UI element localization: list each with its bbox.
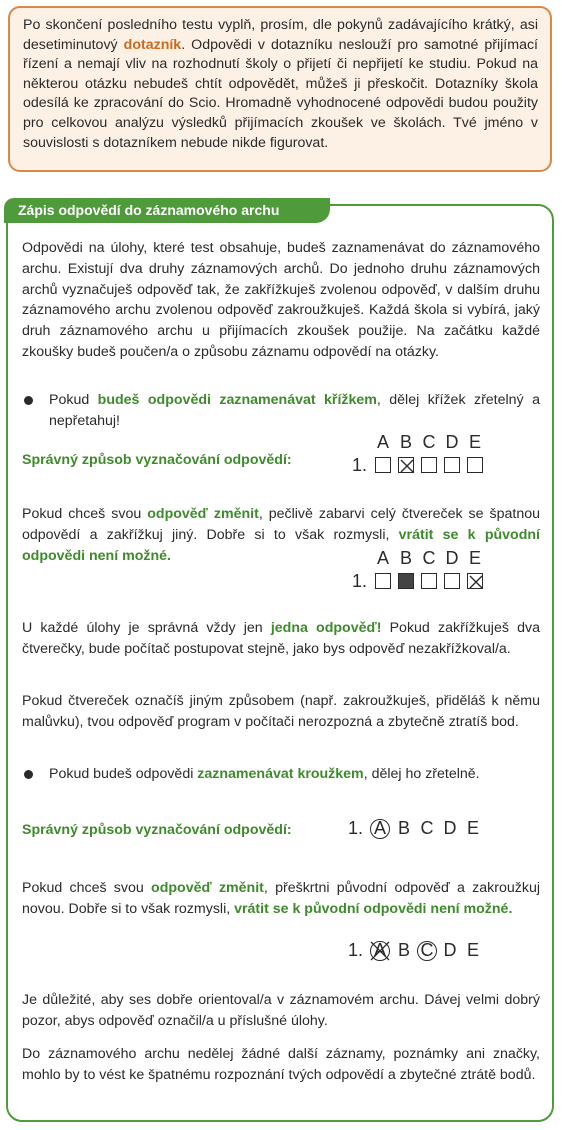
- row-number: 1.: [352, 455, 368, 475]
- change-text-mid: , pečlivě zabarvi celý čtvereček se špatnou odpovědí a zakřížkuj jiný. Dobře si to však rozmysli,: [22, 506, 540, 543]
- letter-c: C: [422, 548, 436, 568]
- important-paragraph: Je důležité, aby ses dobře orientoval/a v záznamovém archu. Dávej velmi dobrý pozor, abys odpověď označil/a u příslušné úlohy.: [22, 992, 540, 1029]
- questionnaire-note: [8, 6, 552, 172]
- letter-e: E: [468, 432, 481, 452]
- letter-b: B: [399, 548, 412, 568]
- change-highlight: odpověď změnit: [147, 506, 259, 522]
- row-number: 1.: [348, 818, 364, 838]
- letter-c: C: [420, 818, 434, 838]
- example-circle-change-row: [348, 940, 502, 964]
- answer-box-c: [421, 573, 437, 589]
- bullet-text-pre: Pokud budeš odpovědi: [49, 766, 198, 782]
- answer-box-c: [421, 457, 437, 473]
- letter-a: A: [376, 432, 389, 452]
- one-text-post: Pokud zakřížkuješ dva čtverečky, bude počítač postupovat stejně, jako bys odpověď nezakřížkoval/a.: [22, 620, 540, 657]
- bullet-cross: [22, 390, 540, 432]
- answer-box-a: [375, 573, 391, 589]
- answer-box-b-crossed: [398, 457, 414, 473]
- row-number: 1.: [352, 571, 368, 591]
- letter-d: D: [443, 940, 457, 960]
- example-grid-change-cross: [352, 548, 502, 596]
- section-title: Zápis odpovědí do záznamového archu: [4, 198, 330, 223]
- bullet-text-post: , dělej křížek zřetelný a nepřetahuj!: [49, 392, 540, 429]
- example-circle-row: [348, 818, 502, 842]
- change-text-pre: Pokud chceš svou: [22, 880, 152, 896]
- letter-c-circled: C: [420, 940, 434, 960]
- letter-b: B: [397, 818, 410, 838]
- intro-text-2: . Odpovědi v dotazníku neslouží pro samotné přijímací řízení a nemají vliv na rozhodnutí školy o přijetí či nepřijetí ke studiu. Pokud na některou otázku nebudeš chtít odpovědět, můžeš ji přeskočit. Dotazníky škola odesílá ke zpracování do Scio. Hromadně vyhodnocené odpovědi budou použity pro celkovou analýzu výsledků přijímacích zkoušek ve školách. Tvé jméno v souvislosti s dotazníkem nebude nikde figurovat.: [23, 36, 538, 151]
- answer-box-e-crossed: [467, 573, 483, 589]
- change-answer-circle: [22, 878, 540, 920]
- one-answer-highlight: jedna odpověď!: [270, 620, 382, 636]
- letter-d: D: [445, 432, 459, 452]
- no-notes-paragraph: Do záznamového archu nedělej žádné další záznamy, poznámky ani značky, mohlo by to vést ke špatnému rozpoznání tvých odpovědí a zbytečné ztrátě bodů.: [22, 1046, 540, 1083]
- example-grid-cross: [352, 432, 502, 480]
- bullet-icon: [24, 770, 33, 779]
- correct-label-cross: Správný způsob vyznačování odpovědí:: [22, 452, 292, 468]
- letter-c: C: [422, 432, 436, 452]
- bullet-text-pre: Pokud: [49, 392, 98, 408]
- no-return-highlight: vrátit se k původní odpovědi není možné.: [22, 526, 540, 564]
- change-text-mid: , přeškrtni původní odpověď a zakroužkuj novou. Dobře si to však rozmysli,: [22, 880, 540, 917]
- letter-e: E: [466, 818, 479, 838]
- letter-e: E: [466, 940, 479, 960]
- letter-b: B: [397, 940, 410, 960]
- bullet-highlight: zaznamenávat kroužkem: [197, 766, 364, 782]
- bullet-text-post: , dělej ho zřetelně.: [363, 766, 480, 782]
- bullet-circle: [22, 764, 540, 785]
- intro-text-1: Po skončení posledního testu vyplň, prosím, dle pokynů zadávajícího krátký, asi desetiminutový: [23, 17, 538, 53]
- answer-box-a: [375, 457, 391, 473]
- answer-box-d: [444, 573, 460, 589]
- correct-label-circle: Správný způsob vyznačování odpovědí:: [22, 822, 292, 838]
- other-mark-paragraph: Pokud čtvereček označíš jiným způsobem (např. zakroužkuješ, přiděláš k němu malůvku), tvou odpověď program v počítači nerozpozná a zbytečně ztratíš bod.: [22, 693, 540, 730]
- no-return-highlight: vrátit se k původní odpovědi není možné.: [234, 900, 513, 917]
- intro-highlight: dotazník: [123, 36, 182, 53]
- answer-box-d: [444, 457, 460, 473]
- answer-box-b-filled: [398, 573, 414, 589]
- letter-a-circled: A: [373, 818, 386, 838]
- bullet-icon: [24, 396, 33, 405]
- letter-a-struck: A: [373, 940, 386, 960]
- change-text-pre: Pokud chceš svou: [22, 506, 148, 522]
- letter-d: D: [445, 548, 459, 568]
- letter-b: B: [399, 432, 412, 452]
- answer-box-e: [467, 457, 483, 473]
- one-answer-paragraph: [22, 618, 540, 660]
- bullet-highlight: budeš odpovědi zaznamenávat křížkem: [97, 392, 377, 408]
- row-number: 1.: [348, 940, 364, 960]
- letter-a: A: [376, 548, 389, 568]
- letter-d: D: [443, 818, 457, 838]
- one-text-pre: U každé úlohy je správná vždy jen: [22, 620, 271, 636]
- intro-paragraph: Odpovědi na úlohy, které test obsahuje, budeš zaznamenávat do záznamového archu. Existují dva druhy záznamových archů. Do jednoho druhu záznamových archů vyznačuješ odpověď tak, že zakřížkuješ zvolenou odpověď, v dalším druhu záznamového archu zvolenou odpověď zakroužkuješ. Každá škola si vybírá, jaký druh záznamového archu u přijímacích zkoušek použije. Na začátku každé zkoušky budeš poučen/a o způsobu záznamu odpovědí na otázky.: [22, 240, 540, 360]
- change-highlight: odpověď změnit: [151, 880, 264, 896]
- letter-e: E: [468, 548, 481, 568]
